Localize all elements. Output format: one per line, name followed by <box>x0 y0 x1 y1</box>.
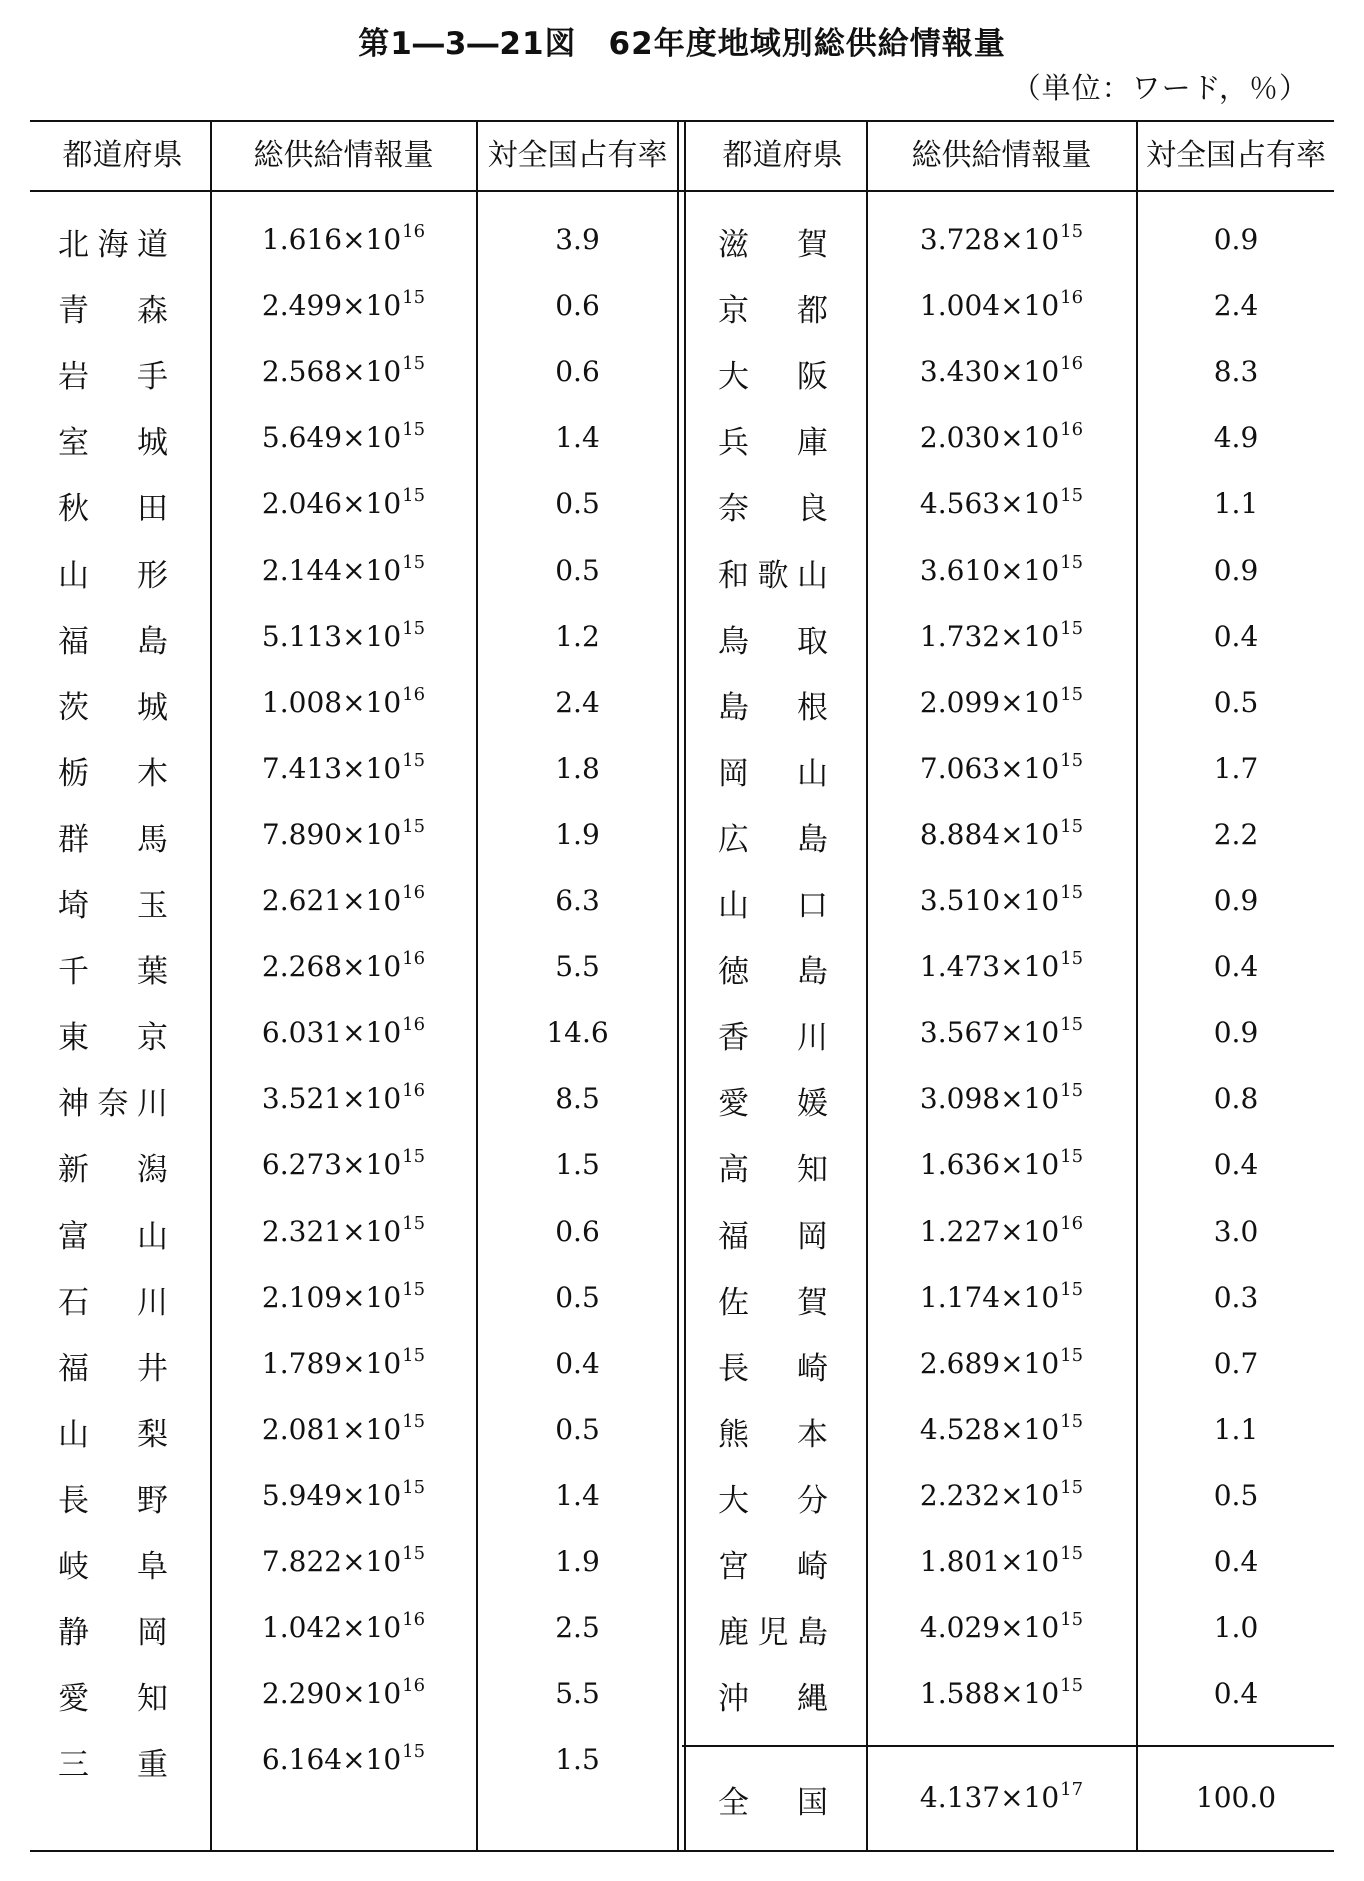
share-percent: 0.8 <box>1213 1082 1259 1116</box>
share-percent: 0.4 <box>1213 950 1259 984</box>
supply-amount: $1.588\times 10^{15}$ <box>919 1675 1084 1711</box>
share-percent: 100.0 <box>1195 1781 1277 1814</box>
prefecture-name: 鳥 取 <box>718 623 828 660</box>
supply-amount: $1.636\times 10^{15}$ <box>919 1146 1084 1182</box>
share-percent: 0.4 <box>1213 1545 1259 1578</box>
prefecture-name: 奈 良 <box>718 491 828 528</box>
supply-amount: $6.273\times 10^{15}$ <box>261 1146 426 1182</box>
share-percent: 0.5 <box>555 487 600 521</box>
supply-amount: $2.232\times 10^{15}$ <box>919 1476 1084 1512</box>
header-share: 対全国占有率 <box>487 138 668 173</box>
supply-amount: $1.174\times 10^{15}$ <box>919 1278 1084 1314</box>
prefecture-name: 埼 玉 <box>58 888 168 924</box>
supply-amount: $2.081\times 10^{15}$ <box>261 1410 426 1446</box>
supply-amount: $2.046\times 10^{15}$ <box>261 485 426 521</box>
prefecture-name: 静 岡 <box>58 1615 168 1652</box>
share-percent: 2.2 <box>1213 817 1259 851</box>
supply-amount: $1.732\times 10^{15}$ <box>919 617 1084 653</box>
share-percent: 0.9 <box>1213 884 1259 917</box>
supply-amount: $3.610\times 10^{15}$ <box>919 551 1084 587</box>
supply-amount: $3.521\times 10^{16}$ <box>261 1080 426 1116</box>
header-amount: 総供給情報量 <box>911 138 1092 173</box>
prefecture-name: 長 野 <box>58 1482 168 1519</box>
share-percent: 14.6 <box>546 1016 609 1050</box>
prefecture-name: 茨 城 <box>58 689 168 726</box>
share-percent: 5.5 <box>555 950 600 984</box>
share-percent: 0.9 <box>1213 223 1259 256</box>
supply-amount: $2.321\times 10^{15}$ <box>261 1212 426 1248</box>
supply-amount: $2.499\times 10^{15}$ <box>261 287 426 323</box>
total-rule <box>682 1745 1334 1747</box>
share-percent: 0.6 <box>555 355 600 389</box>
share-percent: 5.5 <box>555 1677 600 1711</box>
share-percent: 0.4 <box>1213 1677 1259 1711</box>
prefecture-name: 山 梨 <box>58 1416 168 1453</box>
prefecture-name: 北 海 道 <box>58 227 168 263</box>
center-double-line <box>677 122 679 1850</box>
prefecture-name: 佐 賀 <box>718 1284 828 1321</box>
supply-amount: $1.004\times 10^{16}$ <box>919 287 1084 323</box>
supply-amount: $1.616\times 10^{16}$ <box>261 221 426 256</box>
prefecture-name: 千 葉 <box>58 954 168 991</box>
prefecture-name: 群 馬 <box>58 821 168 858</box>
supply-amount: $1.473\times 10^{15}$ <box>919 948 1084 984</box>
prefecture-name: 山 口 <box>718 888 828 924</box>
share-percent: 2.5 <box>555 1611 600 1645</box>
share-percent: 1.5 <box>555 1148 600 1182</box>
prefecture-name: 島 根 <box>718 689 828 726</box>
share-percent: 0.4 <box>1213 619 1259 653</box>
supply-amount: $1.008\times 10^{16}$ <box>261 683 426 719</box>
share-percent: 0.6 <box>555 289 600 323</box>
share-percent: 0.9 <box>1213 1016 1259 1050</box>
share-percent: 0.6 <box>555 1214 600 1248</box>
share-percent: 0.9 <box>1213 553 1259 587</box>
supply-amount: $7.822\times 10^{15}$ <box>261 1543 426 1578</box>
share-percent: 0.5 <box>555 1280 600 1314</box>
supply-amount: $3.567\times 10^{15}$ <box>919 1014 1084 1050</box>
share-percent: 1.4 <box>555 1478 600 1512</box>
share-percent: 0.5 <box>555 1412 600 1446</box>
header-rule <box>30 190 1334 192</box>
share-percent: 1.0 <box>1213 1611 1259 1645</box>
prefecture-name: 新 潟 <box>58 1152 168 1189</box>
share-percent: 1.8 <box>555 751 600 785</box>
share-percent: 6.3 <box>555 884 600 917</box>
share-percent: 1.5 <box>555 1743 600 1777</box>
unit-note: （単位：ワード，％） <box>1011 71 1309 105</box>
share-percent: 0.5 <box>555 553 600 587</box>
center-double-line <box>684 122 686 1850</box>
prefecture-name: 徳 島 <box>718 954 828 991</box>
supply-amount: $3.728\times 10^{15}$ <box>919 221 1084 256</box>
supply-amount: $7.063\times 10^{15}$ <box>919 749 1084 785</box>
prefecture-name: 東 京 <box>58 1020 168 1057</box>
supply-amount: $1.801\times 10^{15}$ <box>919 1543 1084 1578</box>
prefecture-name: 和 歌 山 <box>718 557 828 594</box>
share-percent: 0.5 <box>1213 1478 1259 1512</box>
page-title: 第1―3―21図 62年度地域別総供給情報量 <box>358 26 1006 62</box>
prefecture-name: 岡 山 <box>718 755 828 792</box>
prefecture-name: 福 井 <box>58 1350 168 1387</box>
share-percent: 0.3 <box>1213 1280 1259 1314</box>
supply-amount: $6.031\times 10^{16}$ <box>261 1014 426 1050</box>
prefecture-name: 福 岡 <box>718 1218 828 1255</box>
share-percent: 0.5 <box>1213 685 1259 719</box>
supply-amount: $5.949\times 10^{15}$ <box>261 1476 426 1512</box>
prefecture-name: 大 分 <box>718 1482 828 1519</box>
supply-amount: $4.137\times 10^{17}$ <box>919 1779 1084 1814</box>
share-percent: 8.5 <box>555 1082 600 1116</box>
prefecture-name: 広 島 <box>718 821 828 858</box>
supply-amount: $4.528\times 10^{15}$ <box>919 1410 1084 1446</box>
share-percent: 1.9 <box>555 1545 600 1578</box>
share-percent: 3.0 <box>1213 1214 1259 1248</box>
prefecture-name: 大 阪 <box>718 359 828 396</box>
share-percent: 2.4 <box>1213 289 1259 323</box>
share-percent: 0.4 <box>1213 1148 1259 1182</box>
share-percent: 2.4 <box>555 685 600 719</box>
prefecture-name: 福 島 <box>58 623 168 660</box>
share-percent: 1.4 <box>555 421 600 455</box>
prefecture-name: 京 都 <box>718 293 828 330</box>
table-bottom-rule <box>30 1850 1334 1852</box>
supply-amount: $2.268\times 10^{16}$ <box>261 948 426 984</box>
supply-amount: $3.430\times 10^{16}$ <box>919 353 1084 389</box>
share-percent: 4.9 <box>1213 421 1259 455</box>
supply-amount: $2.621\times 10^{16}$ <box>261 882 426 917</box>
prefecture-name: 宮 崎 <box>718 1549 828 1585</box>
supply-amount: $2.030\times 10^{16}$ <box>919 419 1084 455</box>
supply-amount: $2.144\times 10^{15}$ <box>261 551 426 587</box>
prefecture-name: 室 城 <box>58 425 168 462</box>
prefecture-name: 富 山 <box>58 1218 168 1255</box>
supply-amount: $7.890\times 10^{15}$ <box>261 815 426 851</box>
prefecture-name: 長 崎 <box>718 1350 828 1387</box>
supply-amount: $3.098\times 10^{15}$ <box>919 1080 1084 1116</box>
header-share: 対全国占有率 <box>1146 138 1326 173</box>
supply-amount: $2.099\times 10^{15}$ <box>919 683 1084 719</box>
header-pref: 都道府県 <box>62 138 183 173</box>
supply-amount: $2.568\times 10^{15}$ <box>261 353 426 389</box>
prefecture-name: 滋 賀 <box>718 227 828 263</box>
prefecture-name: 熊 本 <box>718 1416 828 1453</box>
header-pref: 都道府県 <box>722 138 843 173</box>
prefecture-name: 岩 手 <box>58 359 168 396</box>
prefecture-name: 香 川 <box>718 1020 828 1057</box>
supply-amount: $4.029\times 10^{15}$ <box>919 1609 1084 1645</box>
supply-amount: $2.290\times 10^{16}$ <box>261 1675 426 1711</box>
supply-amount: $5.113\times 10^{15}$ <box>261 617 426 653</box>
share-percent: 1.1 <box>1213 1412 1259 1446</box>
prefecture-name: 岐 阜 <box>58 1549 168 1585</box>
share-percent: 0.4 <box>555 1346 600 1380</box>
prefecture-name: 山 形 <box>58 557 168 594</box>
prefecture-name: 秋 田 <box>58 491 168 528</box>
supply-amount: $1.227\times 10^{16}$ <box>919 1212 1084 1248</box>
prefecture-name: 鹿 児 島 <box>718 1615 828 1652</box>
prefecture-name: 沖 縄 <box>718 1681 828 1718</box>
supply-amount: $8.884\times 10^{15}$ <box>919 815 1084 851</box>
prefecture-name: 全 国 <box>718 1785 828 1821</box>
supply-amount: $4.563\times 10^{15}$ <box>919 485 1084 521</box>
prefecture-name: 青 森 <box>58 293 168 330</box>
prefecture-name: 栃 木 <box>58 755 168 792</box>
table-top-rule <box>30 120 1334 122</box>
share-percent: 1.2 <box>555 619 600 653</box>
supply-amount: $7.413\times 10^{15}$ <box>261 749 426 785</box>
supply-amount: $2.689\times 10^{15}$ <box>919 1344 1084 1380</box>
supply-amount: $6.164\times 10^{15}$ <box>261 1741 426 1777</box>
prefecture-name: 神 奈 川 <box>58 1086 168 1123</box>
supply-amount: $2.109\times 10^{15}$ <box>261 1278 426 1314</box>
share-percent: 0.7 <box>1213 1346 1259 1380</box>
prefecture-name: 愛 媛 <box>718 1086 828 1123</box>
prefecture-name: 兵 庫 <box>718 425 828 462</box>
share-percent: 1.7 <box>1213 751 1259 785</box>
supply-amount: $5.649\times 10^{15}$ <box>261 419 426 455</box>
header-amount: 総供給情報量 <box>253 138 434 173</box>
supply-amount: $1.042\times 10^{16}$ <box>261 1609 426 1645</box>
share-percent: 3.9 <box>555 223 600 256</box>
share-percent: 1.1 <box>1213 487 1259 521</box>
share-percent: 1.9 <box>555 817 600 851</box>
prefecture-name: 愛 知 <box>58 1681 168 1718</box>
prefecture-name: 三 重 <box>58 1747 168 1784</box>
supply-amount: $1.789\times 10^{15}$ <box>261 1344 426 1380</box>
supply-amount: $3.510\times 10^{15}$ <box>919 882 1084 917</box>
share-percent: 8.3 <box>1213 355 1259 389</box>
prefecture-name: 高 知 <box>718 1152 828 1189</box>
prefecture-name: 石 川 <box>58 1284 168 1321</box>
